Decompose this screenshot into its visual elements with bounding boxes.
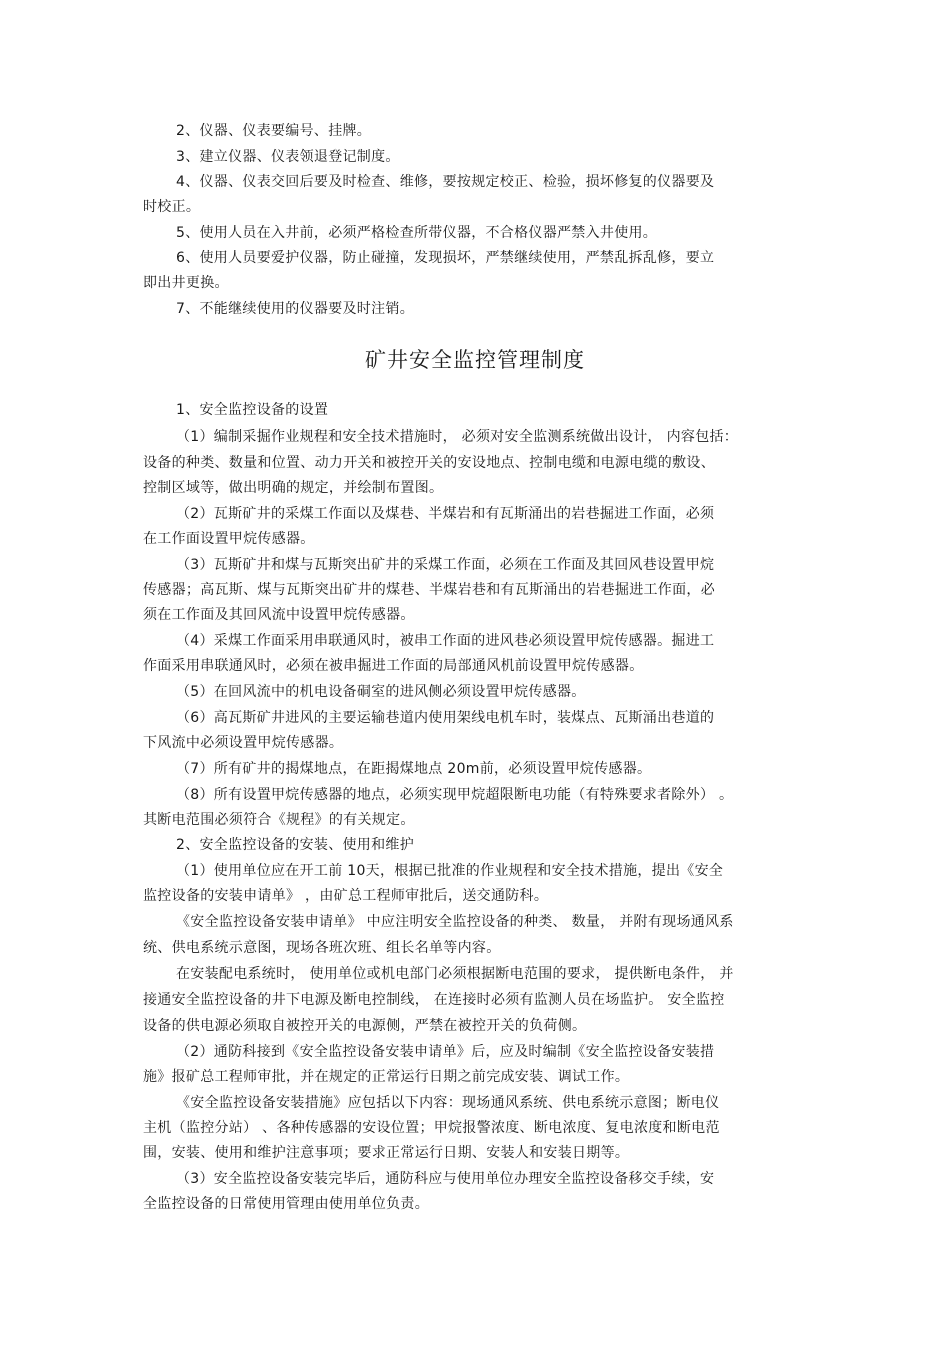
paragraph-line: （5）在回风流中的机电设备硐室的进风侧必须设置甲烷传感器。: [176, 684, 586, 700]
paragraph-line: 2、仪器、仪表要编号、挂牌。: [176, 123, 372, 139]
document-title: 矿井安全监控管理制度: [365, 348, 585, 372]
paragraph-line: 3、建立仪器、仪表领退登记制度。: [176, 149, 400, 165]
paragraph-line: 主机（监控分站） 、各种传感器的安设位置；甲烷报警浓度、断电浓度、复电浓度和断电范: [143, 1120, 720, 1136]
paragraph-line: （6）高瓦斯矿井进风的主要运输巷道内使用架线电机车时，装煤点、瓦斯涌出巷道的: [176, 710, 715, 726]
paragraph-line: （2）通防科接到《安全监控设备安装申请单》后，应及时编制《安全监控设备安装措: [176, 1044, 715, 1060]
paragraph-line: 《安全监控设备安装申请单》 中应注明安全监控设备的种类、 数量， 并附有现场通风系: [176, 914, 734, 930]
paragraph-line: 下风流中必须设置甲烷传感器。: [143, 735, 344, 751]
paragraph-line: （4）采煤工作面采用串联通风时，被串工作面的进风巷必须设置甲烷传感器。掘进工: [176, 633, 715, 649]
paragraph-line: 6、使用人员要爱护仪器，防止碰撞，发现损坏，严禁继续使用，严禁乱拆乱修，要立: [176, 250, 715, 266]
paragraph-line: （2）瓦斯矿井的采煤工作面以及煤巷、半煤岩和有瓦斯涌出的岩巷掘进工作面，必须: [176, 506, 715, 522]
paragraph-line: 设备的种类、数量和位置、动力开关和被控开关的安设地点、控制电缆和电源电缆的敷设、: [143, 455, 715, 471]
paragraph-line: 在安装配电系统时， 使用单位或机电部门必须根据断电范围的要求， 提供断电条件， 并: [176, 966, 734, 982]
section-heading: 1、安全监控设备的设置: [176, 402, 329, 418]
paragraph-line: （3）安全监控设备安装完毕后，通防科应与使用单位办理安全监控设备移交手续，安: [176, 1171, 715, 1187]
paragraph-line: （7）所有矿井的揭煤地点，在距揭煤地点 20m前，必须设置甲烷传感器。: [176, 761, 652, 777]
paragraph-line: （3）瓦斯矿井和煤与瓦斯突出矿井的采煤工作面，必须在工作面及其回风巷设置甲烷: [176, 557, 715, 573]
paragraph-line: 接通安全监控设备的井下电源及断电控制线， 在连接时必须有监测人员在场监护。 安全监控: [143, 992, 725, 1008]
paragraph-line: 5、使用人员在入井前，必须严格检查所带仪器，不合格仪器严禁入井使用。: [176, 225, 658, 241]
paragraph-line: 即出井更换。: [143, 275, 229, 291]
paragraph-line: 须在工作面及其回风流中设置甲烷传感器。: [143, 607, 415, 623]
paragraph-line: 7、不能继续使用的仪器要及时注销。: [176, 301, 415, 317]
paragraph-line: 在工作面设置甲烷传感器。: [143, 531, 315, 547]
paragraph-line: 围，安装、使用和维护注意事项；要求正常运行日期、安装人和安装日期等。: [143, 1145, 630, 1161]
paragraph-line: 设备的供电源必须取自被控开关的电源侧，严禁在被控开关的负荷侧。: [143, 1018, 587, 1034]
paragraph-line: 施》报矿总工程师审批，并在规定的正常运行日期之前完成安装、调试工作。: [143, 1069, 630, 1085]
paragraph-line: （1）使用单位应在开工前 10天，根据已批准的作业规程和安全技术措施，提出《安全: [176, 863, 724, 879]
paragraph-line: 《安全监控设备安装措施》应包括以下内容：现场通风系统、供电系统示意图；断电仪: [176, 1095, 720, 1111]
paragraph-line: 监控设备的安装申请单》 ，由矿总工程师审批后，送交通防科。: [143, 888, 549, 904]
paragraph-line: 作面采用串联通风时，必须在被串掘进工作面的局部通风机前设置甲烷传感器。: [143, 658, 644, 674]
section-heading: 2、安全监控设备的安装、使用和维护: [176, 837, 415, 853]
paragraph-line: （1）编制采掘作业规程和安全技术措施时， 必须对安全监测系统做出设计， 内容包括：: [176, 429, 739, 445]
paragraph-line: 其断电范围必须符合《规程》的有关规定。: [143, 812, 415, 828]
paragraph-line: 传感器；高瓦斯、煤与瓦斯突出矿井的煤巷、半煤岩巷和有瓦斯涌出的岩巷掘进工作面，必: [143, 582, 715, 598]
paragraph-line: 统、供电系统示意图，现场各班次班、组长名单等内容。: [143, 940, 501, 956]
paragraph-line: 全监控设备的日常使用管理由使用单位负责。: [143, 1196, 429, 1212]
paragraph-line: 4、仪器、仪表交回后要及时检查、维修，要按规定校正、检验，损坏修复的仪器要及: [176, 174, 715, 190]
paragraph-line: （8）所有设置甲烷传感器的地点，必须实现甲烷超限断电功能（有特殊要求者除外） 。: [176, 787, 734, 803]
paragraph-line: 时校正。: [143, 199, 201, 215]
paragraph-line: 控制区域等，做出明确的规定，并绘制布置图。: [143, 480, 444, 496]
